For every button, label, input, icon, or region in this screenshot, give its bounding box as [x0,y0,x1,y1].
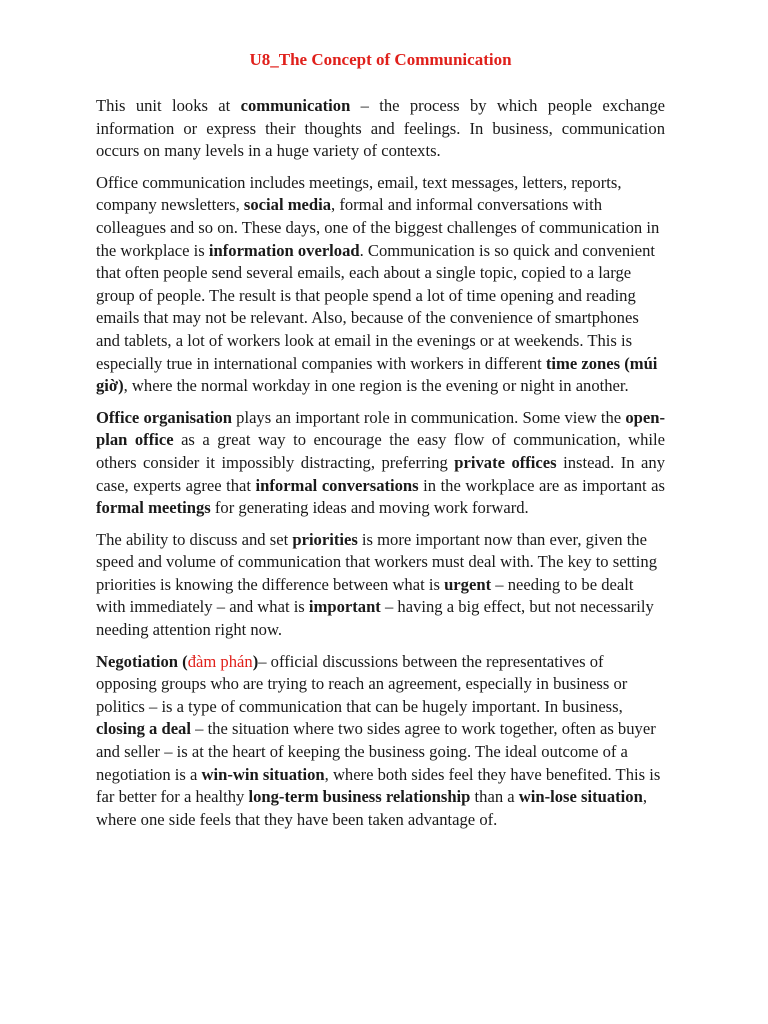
term-negotiation: Negotiation ( [96,651,188,671]
term-time-zones: time zones (múi giờ) [96,353,658,396]
paragraph-office-communication [96,172,665,398]
term-communication: communication [240,96,351,115]
paragraph-office-organisation [96,407,665,520]
term-long-term-business-relationship: long-term business relationship [248,787,471,807]
text-run: The ability to discuss and set [96,529,293,549]
text-run: , formal and informal conversations with colleagues and so on. These days, one of the biggest challenges of communication in the workplace is [96,195,660,260]
text-run: , where both sides feel they have benefited. This is far better for a healthy [96,764,661,807]
term-win-lose-situation: win-lose situation [518,787,643,807]
text-run: . Communication is so quick and convenient that often people send several emails, each about a single topic, copied to a large group of people. The result is that people spend a lot of time opening and reading emails that may not be relevant. Also, because of the convenience of smartphones and tablets, a lot of workers look at email in the evenings or at weekends. This is especially true in international companies with workers in different [96,240,656,373]
term-closing-a-deal: closing a deal [96,719,191,739]
text-run: This unit looks at [96,96,241,115]
text-run: instead. In any case, experts agree that [96,452,665,495]
text-run: – the situation where two sides agree to work together, often as buyer and seller – is at the heart of keeping the business going. The ideal outcome of a negotiation is a [96,719,656,784]
text-run: plays an important role in communication. Some view the [231,407,626,427]
text-run: is more important now than ever, given the speed and volume of communication that workers must deal with. The key to setting priorities is knowing the difference between what is [96,529,657,594]
term-information-overload: information overload [208,240,360,260]
term-social-media: social media [243,195,332,215]
term-urgent: urgent [444,574,492,594]
term-open-plan-office: open-plan office [96,407,665,450]
document-page [96,48,665,840]
paragraph-priorities [96,529,665,642]
text-run: , where the normal workday in one region is the evening or night in another. [123,376,629,396]
text-run: for generating ideas and moving work forward. [210,498,529,518]
text-run: – having a big effect, but not necessarily needing attention right now. [96,597,654,640]
paragraph-negotiation [96,651,665,832]
term-formal-meetings: formal meetings [96,498,211,518]
term-negotiation-close: ) [252,651,259,671]
text-run: Office communication includes meetings, email, text messages, letters, reports, company newsletters, [96,172,622,215]
text-run: than a [470,787,519,807]
term-office-organisation: Office organisation [96,407,232,427]
translation-negotiation: đàm phán [187,651,253,671]
text-run: – the process by which people exchange information or express their thoughts and feelings. In business, communication occurs on many levels in a huge variety of contexts. [96,96,665,161]
text-run: – official discussions between the representatives of opposing groups who are trying to reach an agreement, especially in business or politics – is a type of communication that can be hugely important. In business, [96,651,628,716]
text-run: – needing to be dealt with immediately – and what is [96,574,634,617]
term-important: important [308,597,381,617]
page-title: U8_The Concept of Communication [249,50,512,69]
text-run: , where one side feels that they have been taken advantage of. [96,787,647,829]
term-private-offices: private offices [454,452,557,472]
term-priorities: priorities [292,529,358,549]
paragraph-intro [96,95,665,163]
text-run: as a great way to encourage the easy flow of communication, while others consider it impossibly distracting, preferring [96,430,665,472]
term-informal-conversations: informal conversations [255,475,419,495]
term-win-win-situation: win-win situation [201,764,325,784]
text-run: in the workplace are as important as [418,475,665,495]
